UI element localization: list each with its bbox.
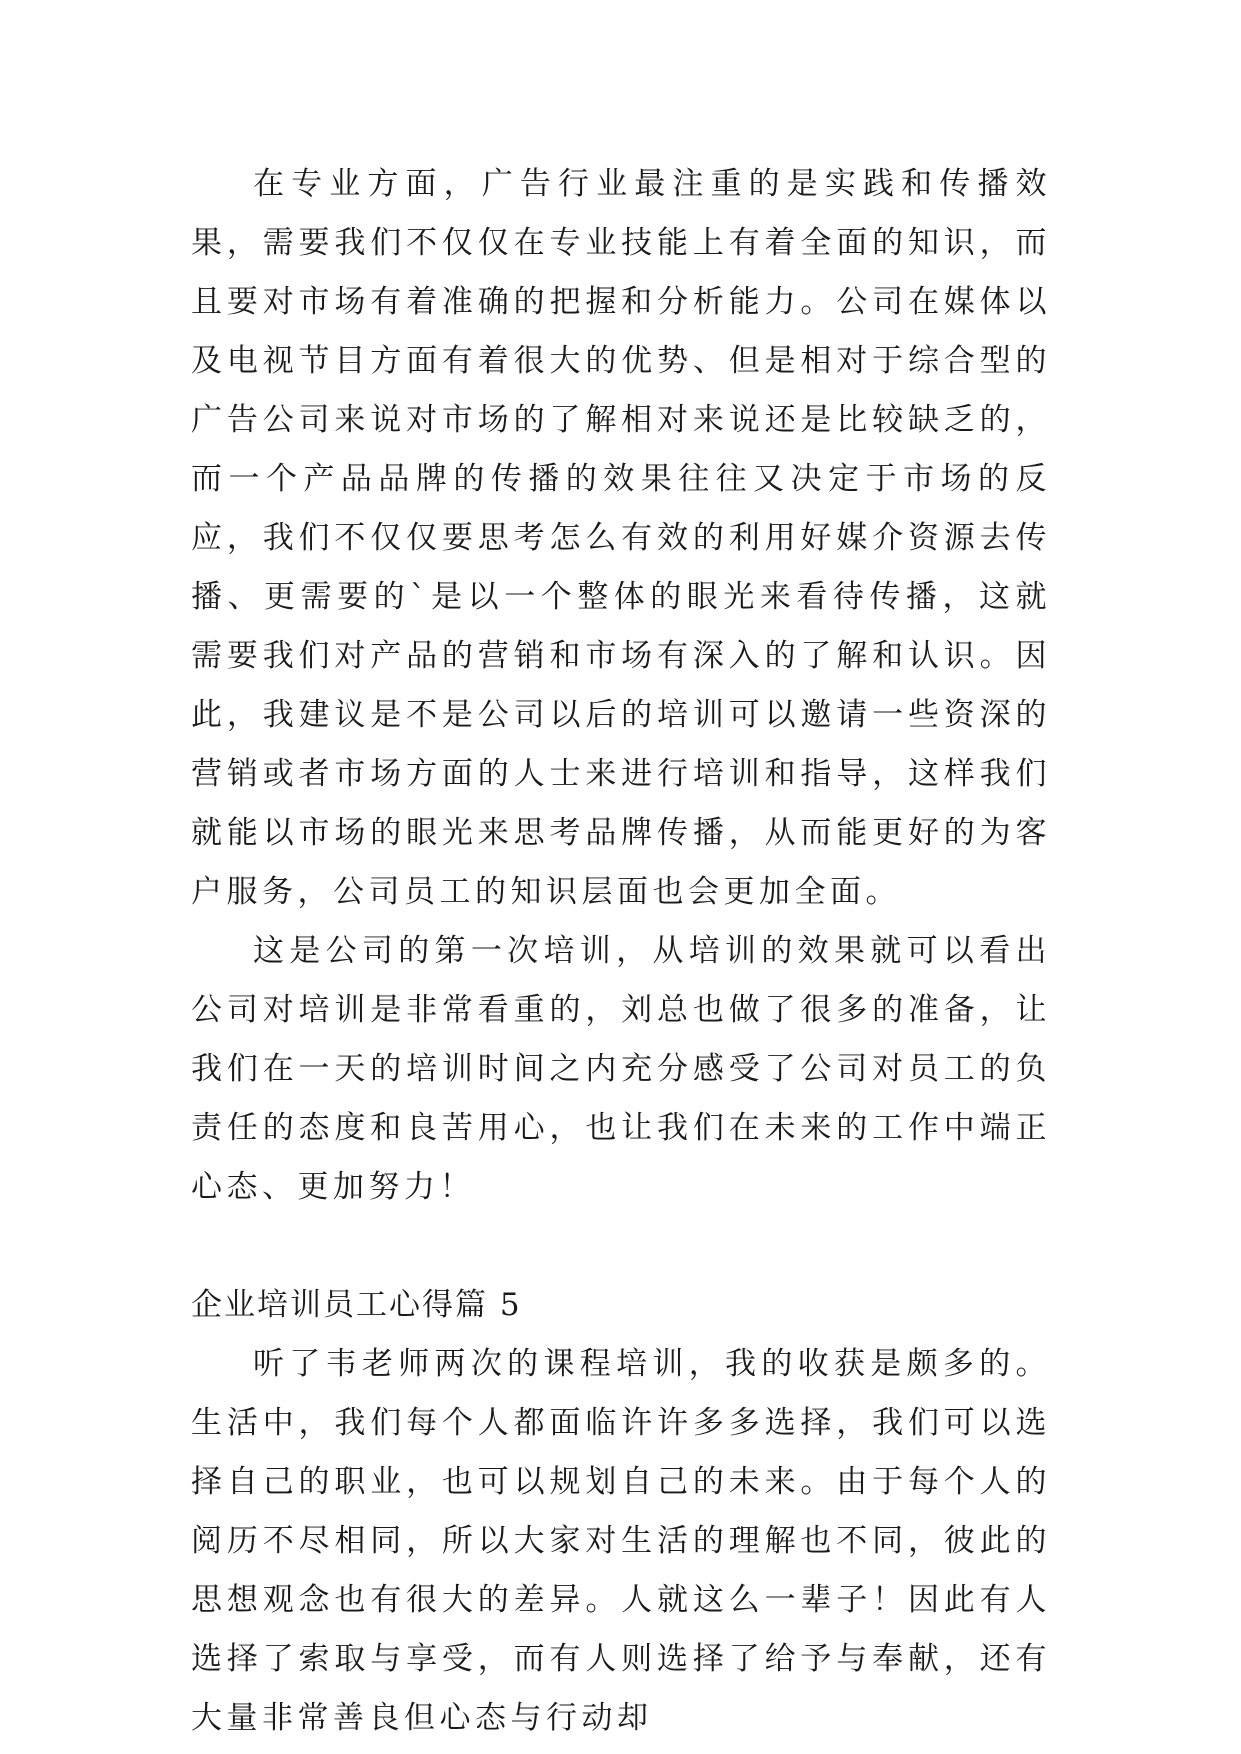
paragraph-first-training: 这是公司的第一次培训，从培训的效果就可以看出公司对培训是非常看重的，刘总也做了很多的准备，让我们在一天的培训时间之内充分感受了公司对员工的负责任的态度和良苦用心，也让我们在未来的工作中端正心态、更加努力！ [191,933,1051,1205]
paragraph-teacher-wei-training: 听了韦老师两次的课程培训，我的收获是颇多的。生活中，我们每个人都面临许许多多选择，我们可以选择自己的职业，也可以规划自己的未来。由于每个人的阅历不尽相同，所以大家对生活的理解也不同，彼此的思想观念也有很大的差异。人就这么一辈子！因此有人选择了索取与享受，而有人则选择了给予与奉献，还有大量非常善良但心态与行动却 [191,1346,1051,1736]
section-heading: 企业培训员工心得篇 5 [191,1287,522,1323]
document-body [191,155,1051,1748]
paragraph-professional-aspect: 在专业方面，广告行业最注重的是实践和传播效果，需要我们不仅仅在专业技能上有着全面的知识，而且要对市场有着准确的把握和分析能力。公司在媒体以及电视节目方面有着很大的优势、但是相对于综合型的广告公司来说对市场的了解相对来说还是比较缺乏的，而一个产品品牌的传播的效果往往又决定于市场的反应，我们不仅仅要思考怎么有效的利用好媒介资源去传播、更需要的`是以一个整体的眼光来看待传播，这就需要我们对产品的营销和市场有深入的了解和认识。因此，我建议是不是公司以后的培训可以邀请一些资深的营销或者市场方面的人士来进行培训和指导，这样我们就能以市场的眼光来思考品牌传播，从而能更好的为客户服务，公司员工的知识层面也会更加全面。 [191,166,1051,910]
